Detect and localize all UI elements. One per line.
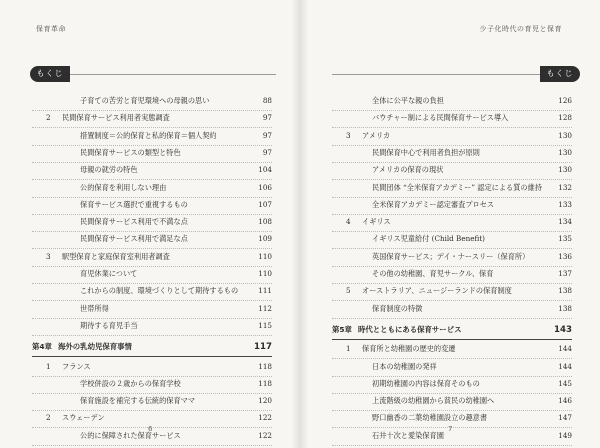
entry-title: 保育サービス選択で重視するもの bbox=[80, 199, 188, 209]
toc-entry bbox=[332, 265, 572, 284]
toc-rule-right bbox=[332, 74, 540, 75]
toc-entry bbox=[332, 375, 572, 394]
section-number: 2 bbox=[46, 413, 51, 423]
section-number: 5 bbox=[346, 286, 351, 296]
entry-page-number: 106 bbox=[258, 182, 272, 192]
section-number: 4 bbox=[346, 217, 351, 227]
entry-title: 子育ての苦労と育児環境への母親の思い bbox=[80, 96, 210, 105]
entry-page-number: 133 bbox=[558, 199, 572, 209]
entry-title: フランス bbox=[62, 361, 91, 371]
chapter-entry bbox=[332, 321, 572, 340]
entry-title: 保育制度の特徴 bbox=[372, 303, 423, 313]
entry-page-number: 120 bbox=[258, 396, 272, 406]
entry-title: アメリカの保育の現状 bbox=[372, 165, 444, 175]
entry-page-number: 97 bbox=[262, 113, 272, 123]
entry-title: 駅型保育と家庭保育室利用者調査 bbox=[62, 251, 170, 261]
section-number: 1 bbox=[46, 361, 51, 371]
entry-title: 世帯所得 bbox=[80, 303, 109, 313]
entry-title: 民間保育サービス利用で不満な点 bbox=[80, 217, 188, 227]
entry-title: 時代とともにある保育サービス bbox=[358, 324, 462, 334]
entry-title: 民間保育中心で利用者負担が原則 bbox=[372, 147, 480, 157]
entry-page-number: 111 bbox=[258, 286, 272, 296]
entry-title: その他の幼稚園、育児サークル、保育 bbox=[372, 269, 494, 278]
toc-entry bbox=[332, 109, 572, 128]
toc-entry bbox=[32, 127, 272, 146]
entry-page-number: 145 bbox=[558, 378, 572, 388]
toc-entry bbox=[332, 230, 572, 249]
toc-entry bbox=[332, 392, 572, 411]
entry-page-number: 146 bbox=[558, 396, 572, 406]
running-head-right: 少子化時代の育児と保育 bbox=[479, 25, 562, 33]
toc-entry bbox=[32, 213, 272, 232]
toc-entry bbox=[332, 161, 572, 180]
entry-page-number: 130 bbox=[558, 130, 572, 140]
entry-page-number: 144 bbox=[558, 361, 572, 371]
toc-entry bbox=[32, 265, 272, 284]
entry-page-number: 115 bbox=[258, 320, 272, 330]
entry-title: 野口幽香の二葉幼稚園設立の趣意書 bbox=[372, 413, 488, 423]
toc-tab-right: もくじ bbox=[540, 66, 580, 82]
entry-page-number: 110 bbox=[258, 269, 272, 278]
toc-entry bbox=[32, 375, 272, 394]
entry-page-number: 137 bbox=[558, 269, 572, 278]
toc-entry bbox=[32, 196, 272, 215]
entry-title: 英国保育サービス；デイ・ナースリー（保育所） bbox=[372, 251, 530, 261]
entry-title: 母親の就労の特色 bbox=[80, 165, 138, 175]
entry-title: 全体に公平な親の負担 bbox=[372, 96, 444, 105]
entry-title: イギリス bbox=[362, 217, 391, 227]
entry-title: 期待する育児手当 bbox=[80, 320, 138, 330]
toc-entry bbox=[32, 161, 272, 180]
toc-entry bbox=[332, 213, 572, 232]
entry-page-number: 135 bbox=[558, 234, 572, 244]
section-number: 3 bbox=[346, 130, 351, 140]
entry-page-number: 134 bbox=[558, 217, 572, 227]
entry-title: 海外の乳幼児保育事情 bbox=[58, 342, 132, 352]
entry-page-number: 126 bbox=[558, 96, 572, 105]
entry-page-number: 149 bbox=[558, 430, 572, 440]
toc-entry bbox=[332, 179, 572, 198]
entry-page-number: 107 bbox=[258, 199, 272, 209]
entry-page-number: 128 bbox=[558, 113, 572, 123]
entry-page-number: 97 bbox=[262, 130, 272, 140]
entry-title: 民間保育サービス利用者実態調査 bbox=[62, 113, 170, 123]
entry-title: 公的保育を利用しない理由 bbox=[80, 182, 167, 192]
section-number: 3 bbox=[46, 251, 51, 261]
page-number-left: 6 bbox=[148, 425, 153, 433]
entry-page-number: 144 bbox=[558, 344, 572, 354]
chapter-number: 第4章 bbox=[32, 342, 52, 352]
section-number: 2 bbox=[46, 113, 51, 123]
entry-title: 公的に保障された保育サービス bbox=[80, 430, 181, 440]
toc-tab-left: もくじ bbox=[30, 66, 70, 82]
entry-page-number: 122 bbox=[258, 430, 272, 440]
entry-page-number: 136 bbox=[558, 251, 572, 261]
entry-title: 石井十次と愛染保育園 bbox=[372, 430, 444, 440]
toc-entry bbox=[32, 92, 272, 111]
entry-page-number: 110 bbox=[258, 251, 272, 261]
toc-entry bbox=[32, 144, 272, 163]
entry-title: 日本の幼稚園の発祥 bbox=[372, 361, 437, 371]
toc-entry bbox=[32, 179, 272, 198]
toc-rule-left bbox=[70, 74, 276, 75]
entry-page-number: 130 bbox=[558, 147, 572, 157]
entry-title: 育児休業について bbox=[80, 269, 138, 278]
toc-entry bbox=[332, 144, 572, 163]
toc-entry bbox=[32, 300, 272, 319]
entry-page-number: 122 bbox=[258, 413, 272, 423]
entry-title: 保育所と幼稚園の歴史的変遷 bbox=[362, 344, 456, 354]
chapter-entry bbox=[32, 338, 272, 357]
page-number-right: 7 bbox=[448, 425, 453, 433]
running-head-left: 保育革命 bbox=[36, 25, 66, 33]
entry-title: 全米保育アカデミー認定審査プロセス bbox=[372, 199, 495, 209]
entry-title: 保育施設を補完する伝統的保育ママ bbox=[80, 396, 196, 406]
toc-entry bbox=[332, 282, 572, 301]
entry-page-number: 109 bbox=[258, 234, 272, 244]
toc-entry bbox=[32, 392, 272, 411]
entry-title: 上流階級の幼稚園から貧民の幼稚園へ bbox=[372, 396, 495, 406]
section-number: 1 bbox=[346, 344, 351, 354]
entry-page-number: 138 bbox=[558, 303, 572, 313]
entry-page-number: 112 bbox=[258, 303, 272, 313]
toc-entry bbox=[32, 109, 272, 128]
entry-title: アメリカ bbox=[362, 130, 391, 140]
toc-entry bbox=[332, 358, 572, 377]
toc-entry bbox=[332, 300, 572, 319]
toc-entry bbox=[332, 196, 572, 215]
toc-entry bbox=[332, 92, 572, 111]
entry-title: 民間団体 “全米保育アカデミー” 認定による質の維持 bbox=[372, 182, 542, 192]
chapter-number: 第5章 bbox=[332, 324, 352, 334]
entry-title: イギリス児童給付 (Child Benefit) bbox=[372, 234, 485, 244]
entry-page-number: 132 bbox=[558, 182, 572, 192]
entry-title: オーストラリア、ニュージーランドの保育制度 bbox=[362, 286, 512, 296]
right-page bbox=[300, 0, 600, 448]
entry-title: 民間保育サービス利用で満足な点 bbox=[80, 234, 188, 244]
entry-page-number: 130 bbox=[558, 165, 572, 175]
entry-page-number: 117 bbox=[254, 342, 272, 353]
toc-entry bbox=[32, 230, 272, 249]
entry-page-number: 143 bbox=[554, 324, 572, 335]
entry-page-number: 108 bbox=[258, 217, 272, 227]
entry-title: 措置制度＝公的保育と私的保育＝個人契約 bbox=[80, 130, 217, 140]
entry-page-number: 118 bbox=[258, 361, 272, 371]
entry-page-number: 118 bbox=[258, 378, 272, 388]
toc-entry bbox=[332, 248, 572, 267]
entry-title: スウェーデン bbox=[62, 413, 105, 423]
entry-page-number: 138 bbox=[558, 286, 572, 296]
toc-entry bbox=[32, 282, 272, 301]
entry-page-number: 147 bbox=[558, 413, 572, 423]
entry-title: これからの制度、環境づくりとして期待するもの bbox=[80, 286, 239, 296]
entry-title: 初期幼稚園の内容は保育そのもの bbox=[372, 378, 480, 388]
entry-page-number: 97 bbox=[262, 147, 272, 157]
toc-entry bbox=[32, 317, 272, 336]
toc-entry bbox=[332, 127, 572, 146]
entry-title: 民間保育サービスの類型と特色 bbox=[80, 147, 181, 157]
entry-title: バウチャー制による民間保育サービス導入 bbox=[372, 113, 509, 123]
entry-page-number: 88 bbox=[262, 96, 272, 105]
toc-entry bbox=[332, 340, 572, 359]
entry-page-number: 104 bbox=[258, 165, 272, 175]
entry-title: 学校併設の２歳からの保育学校 bbox=[80, 378, 181, 388]
toc-entry bbox=[32, 358, 272, 377]
toc-entry bbox=[32, 248, 272, 267]
